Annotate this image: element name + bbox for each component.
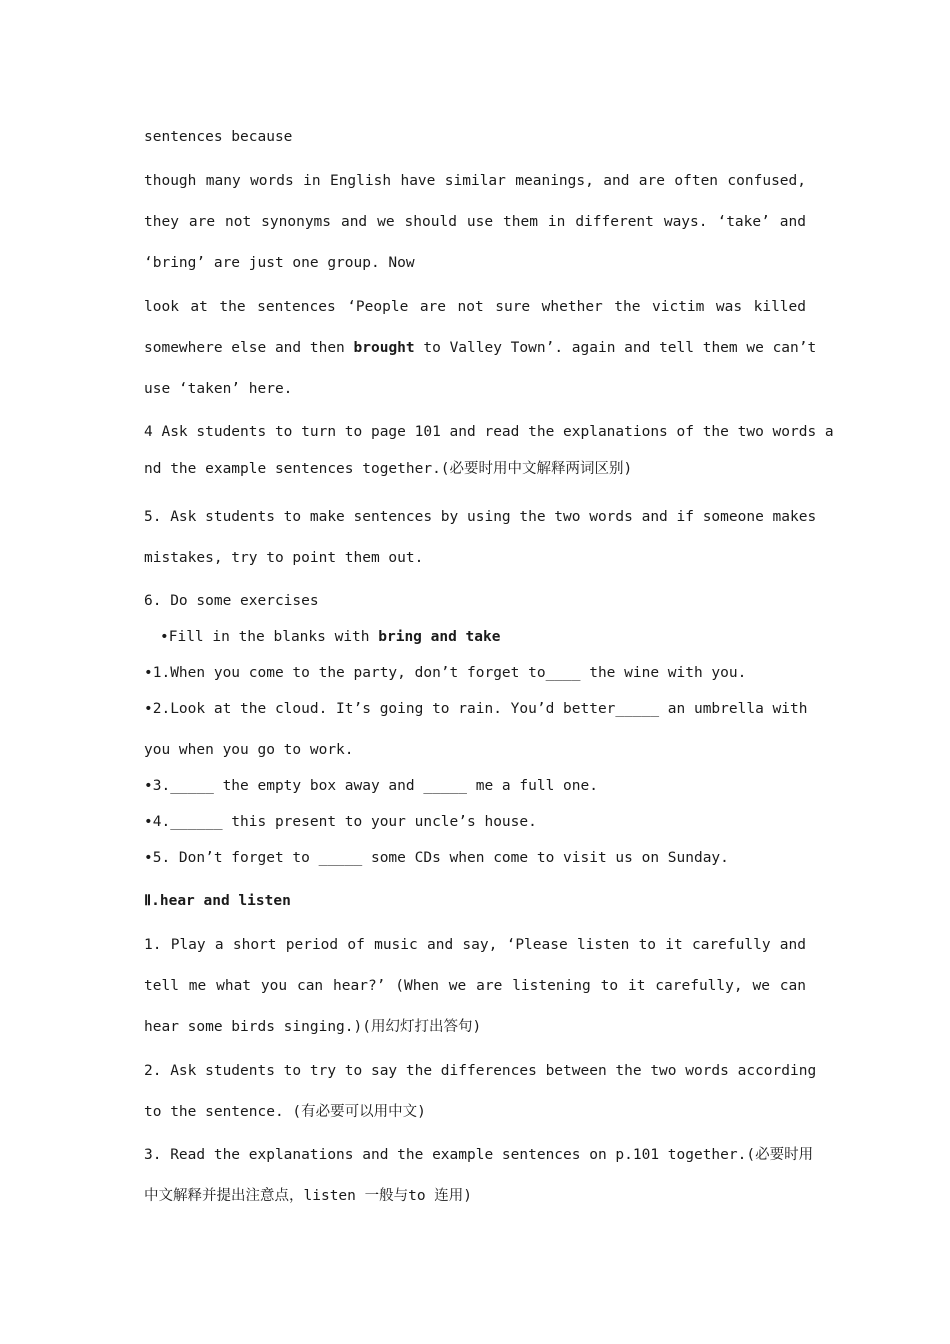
text-line: ‘bring’ are just one group. Now — [144, 255, 415, 271]
bold-phrase: bring and take — [378, 629, 501, 645]
exercise-item: •1.When you come to the party, don’t forget to____ the wine with you. — [144, 665, 747, 681]
text-line: to the sentence. (有必要可以用中文) — [144, 1104, 426, 1120]
text-line: sentences because — [144, 129, 293, 145]
exercise-item: •3._____ the empty box away and _____ me a full one. — [144, 778, 598, 794]
step-6-line: 6. Do some exercises — [144, 593, 319, 609]
text-span: to Valley Town’. again and tell them we can’t — [423, 340, 817, 356]
text-line: 2. Ask students to try to say the differences between the two words according — [144, 1063, 817, 1079]
text-line: though many words in English have similar meanings, and are often confused, — [144, 173, 806, 189]
exercise-item: •4.______ this present to your uncle’s house. — [144, 814, 537, 830]
exercise-item: •2.Look at the cloud. It’s going to rain. You’d better_____ an umbrella with — [144, 701, 808, 717]
text-line: nd the example sentences together.(必要时用中文解释两词区别) — [144, 461, 633, 477]
text-line: they are not synonyms and we should use them in different ways. ‘take’ and — [144, 214, 806, 230]
text-line: 中文解释并提出注意点，listen 一般与to 连用) — [144, 1188, 473, 1204]
text-line: look at the sentences ‘People are not sure whether the victim was killed — [144, 299, 806, 315]
text-line: use ‘taken’ here. — [144, 381, 293, 397]
text-span: somewhere else and then — [144, 340, 345, 356]
text-line: 1. Play a short period of music and say, ‘Please listen to it carefully and — [144, 937, 806, 953]
text-span: •Fill in the blanks with — [160, 629, 370, 645]
exercise-item: •5. Don’t forget to _____ some CDs when come to visit us on Sunday. — [144, 850, 729, 866]
bold-word: brought — [353, 340, 415, 356]
text-line: tell me what you can hear?’ (When we are listening to it carefully, we can — [144, 978, 806, 994]
exercise-instruction — [160, 627, 806, 647]
section-heading: Ⅱ.hear and listen — [144, 893, 291, 909]
text-line: 3. Read the explanations and the example sentences on p.101 together.(必要时用 — [144, 1147, 814, 1163]
text-line: mistakes, try to point them out. — [144, 550, 424, 566]
text-line — [144, 338, 817, 358]
text-line: you when you go to work. — [144, 742, 354, 758]
step-4-line: 4 Ask students to turn to page 101 and read the explanations of the two words a — [144, 424, 834, 440]
step-5-line: 5. Ask students to make sentences by using the two words and if someone makes — [144, 509, 817, 525]
text-line: hear some birds singing.)(用幻灯打出答句) — [144, 1019, 482, 1035]
